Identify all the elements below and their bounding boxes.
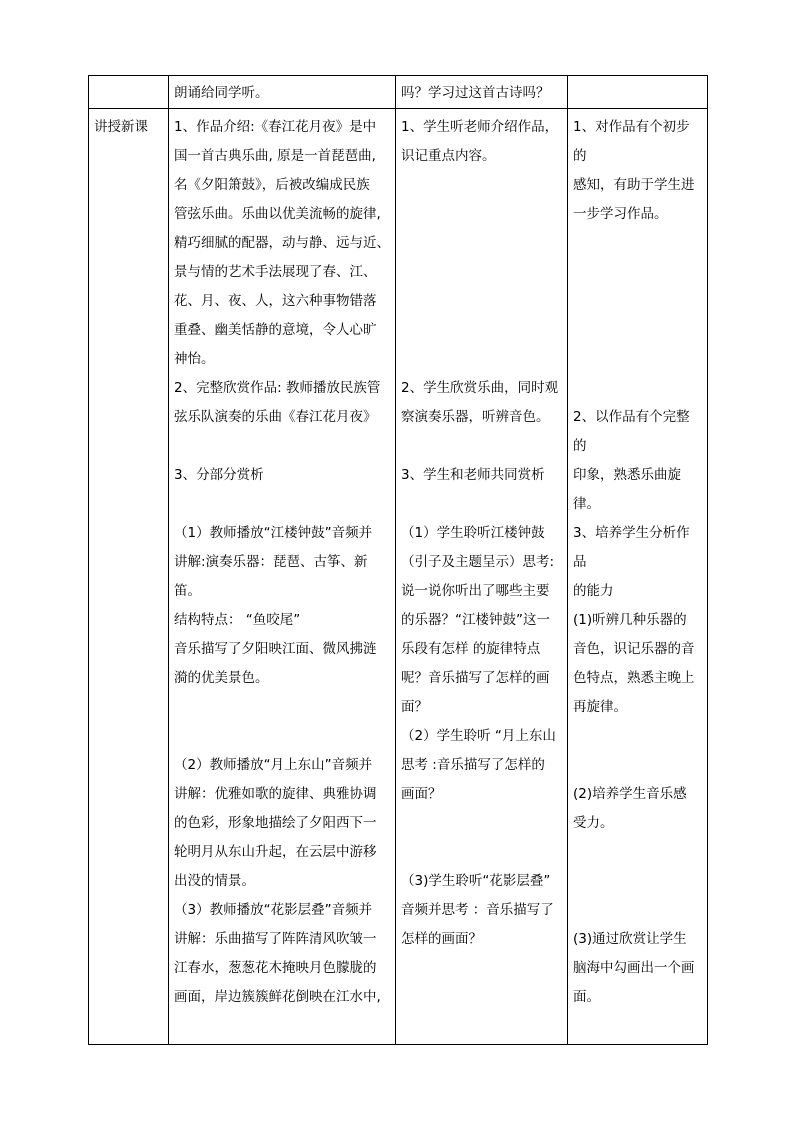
- text-line: 管弦乐曲。乐曲以优美流畅的旋律,: [174, 206, 381, 222]
- text-line: 神怡。: [174, 351, 215, 367]
- text-line: （3）教师播放“花影层叠”音频并: [174, 902, 373, 918]
- purpose-para-1: [573, 113, 702, 229]
- text-line: 1、对作品有个初步的: [573, 119, 690, 164]
- student-activity-cell: [396, 109, 568, 1045]
- spacer: [573, 838, 702, 925]
- text-line: 怎样的画面？: [401, 931, 482, 947]
- cell-student-activity-prev: [396, 76, 568, 109]
- text-line: 画面，岸边簇簇鲜花倒映在江水中,: [174, 989, 381, 1005]
- spacer: [401, 490, 562, 519]
- teacher-para-4: [174, 519, 390, 693]
- text-line: 结构特点： “鱼咬尾”: [174, 612, 301, 628]
- text-line: 江春水，葱葱花木掩映月色朦胧的: [174, 960, 377, 976]
- text-line: 受力。: [573, 815, 614, 831]
- text-line: 再旋律。: [573, 699, 627, 715]
- text-line: 感知，有助于学生进: [573, 177, 695, 193]
- cell-empty: [89, 76, 169, 109]
- text-line: 的色彩，形象地描绘了夕阳西下一: [174, 815, 377, 831]
- teacher-para-5: [174, 751, 390, 896]
- text-line: （1）教师播放“江楼钟鼓”音频并: [174, 525, 373, 541]
- spacer: [174, 490, 390, 519]
- text-line: 3、培养学生分析作品: [573, 525, 690, 570]
- cell-text: 吗？学习过这首古诗吗？: [401, 85, 550, 101]
- text-line: 讲解：乐曲描写了阵阵清风吹皱一: [174, 931, 377, 947]
- text-line: 1、学生听老师介绍作品，: [401, 119, 559, 135]
- text-line: 面。: [573, 989, 600, 1005]
- text-line: 精巧细腻的配器，动与静、远与近、: [174, 235, 390, 251]
- text-line: 察演奏乐器，听辨音色。: [401, 409, 550, 425]
- lesson-plan-table: [88, 75, 708, 1045]
- text-line: 识记重点内容。: [401, 148, 496, 164]
- section-label: 讲授新课: [94, 119, 148, 135]
- text-line: 印象，熟悉乐曲旋律。: [573, 467, 681, 512]
- text-line: (1)听辨几种乐器的: [573, 612, 687, 628]
- text-line: 2、完整欣赏作品: 教师播放民族管: [174, 380, 381, 396]
- text-line: （2）教师播放“月上东山”音频并: [174, 757, 373, 773]
- text-line: 的能力: [573, 583, 614, 599]
- text-line: (2)培养学生音乐感: [573, 786, 687, 802]
- spacer: [401, 171, 562, 374]
- text-line: 轮明月从东山升起，在云层中游移: [174, 844, 377, 860]
- text-line: 景与情的艺术手法展现了春、江、: [174, 264, 377, 280]
- teacher-para-3: [174, 461, 390, 490]
- student-para-5: [401, 722, 562, 809]
- purpose-para-4: [573, 925, 702, 1012]
- purpose-para-3: [573, 780, 702, 838]
- student-para-1: [401, 113, 562, 171]
- purpose-para-2: [573, 403, 702, 722]
- text-line: 思考 :音乐描写了怎样的: [401, 757, 545, 773]
- text-line: 的乐器？“江楼钟鼓”这一: [401, 612, 550, 628]
- text-line: （引子及主题呈示）思考:: [401, 554, 555, 570]
- cell-text: 朗诵给同学听。: [174, 85, 269, 101]
- text-line: 2、以作品有个完整的: [573, 409, 690, 454]
- text-line: 漪的优美景色。: [174, 670, 269, 686]
- text-line: 出没的情景。: [174, 873, 255, 889]
- student-para-4: [401, 519, 562, 722]
- student-para-2: [401, 374, 562, 432]
- spacer: [401, 809, 562, 867]
- text-line: 呢？音乐描写了怎样的画: [401, 670, 550, 686]
- teacher-activity-cell: [169, 109, 396, 1045]
- teacher-para-1: [174, 113, 390, 374]
- purpose-cell: [568, 109, 708, 1045]
- text-line: 国一首古典乐曲, 原是一首琵琶曲,: [174, 148, 376, 164]
- text-line: 讲解:演奏乐器：琵琶、古筝、新笛。: [174, 554, 368, 599]
- text-line: 乐段有怎样 的旋律特点: [401, 641, 541, 657]
- text-line: （1）学生聆听江楼钟鼓: [401, 525, 545, 541]
- text-line: 音乐描写了夕阳映江面、微风拂涟: [174, 641, 377, 657]
- text-line: 一步学习作品。: [573, 206, 668, 222]
- student-para-6: [401, 867, 562, 954]
- text-line: 色特点，熟悉主晚上: [573, 670, 695, 686]
- text-line: 重叠、幽美恬静的意境，令人心旷: [174, 322, 377, 338]
- spacer: [401, 432, 562, 461]
- text-line: 面？: [401, 699, 428, 715]
- text-line: 画面？: [401, 786, 442, 802]
- spacer: [573, 722, 702, 780]
- table-row: [89, 109, 708, 1045]
- text-line: （3)学生聆听“花影层叠”: [401, 873, 551, 889]
- text-line: 音色，识记乐器的音: [573, 641, 695, 657]
- text-line: 脑海中勾画出一个画: [573, 960, 695, 976]
- text-line: 弦乐队演奏的乐曲《春江花月夜》: [174, 409, 377, 425]
- text-line: （2）学生聆听 “月上东山: [401, 728, 556, 744]
- text-line: 说一说你听出了哪些主要: [401, 583, 550, 599]
- spacer: [174, 693, 390, 751]
- teacher-para-2: [174, 374, 390, 432]
- text-line: 名《夕阳箫鼓》，后被改编成民族: [174, 177, 370, 193]
- text-line: 3、分部分赏析: [174, 467, 264, 483]
- text-line: 2、学生欣赏乐曲，同时观: [401, 380, 559, 396]
- table-row: [89, 76, 708, 109]
- cell-purpose-prev: [568, 76, 708, 109]
- student-para-3: [401, 461, 562, 490]
- spacer: [573, 229, 702, 403]
- cell-teacher-activity-prev: [169, 76, 396, 109]
- text-line: 讲解：优雅如歌的旋律、典雅协调: [174, 786, 377, 802]
- spacer: [174, 432, 390, 461]
- text-line: 3、学生和老师共同赏析: [401, 467, 545, 483]
- text-line: 花、月、夜、人，这六种事物错落: [174, 293, 377, 309]
- text-line: 1、作品介绍:《春江花月夜》是中: [174, 119, 377, 135]
- teacher-para-6: [174, 896, 390, 1012]
- document-page: [88, 75, 707, 1045]
- section-label-cell: [89, 109, 169, 1045]
- text-line: (3)通过欣赏让学生: [573, 931, 687, 947]
- text-line: 音频并思考 ：音乐描写了: [401, 902, 554, 918]
